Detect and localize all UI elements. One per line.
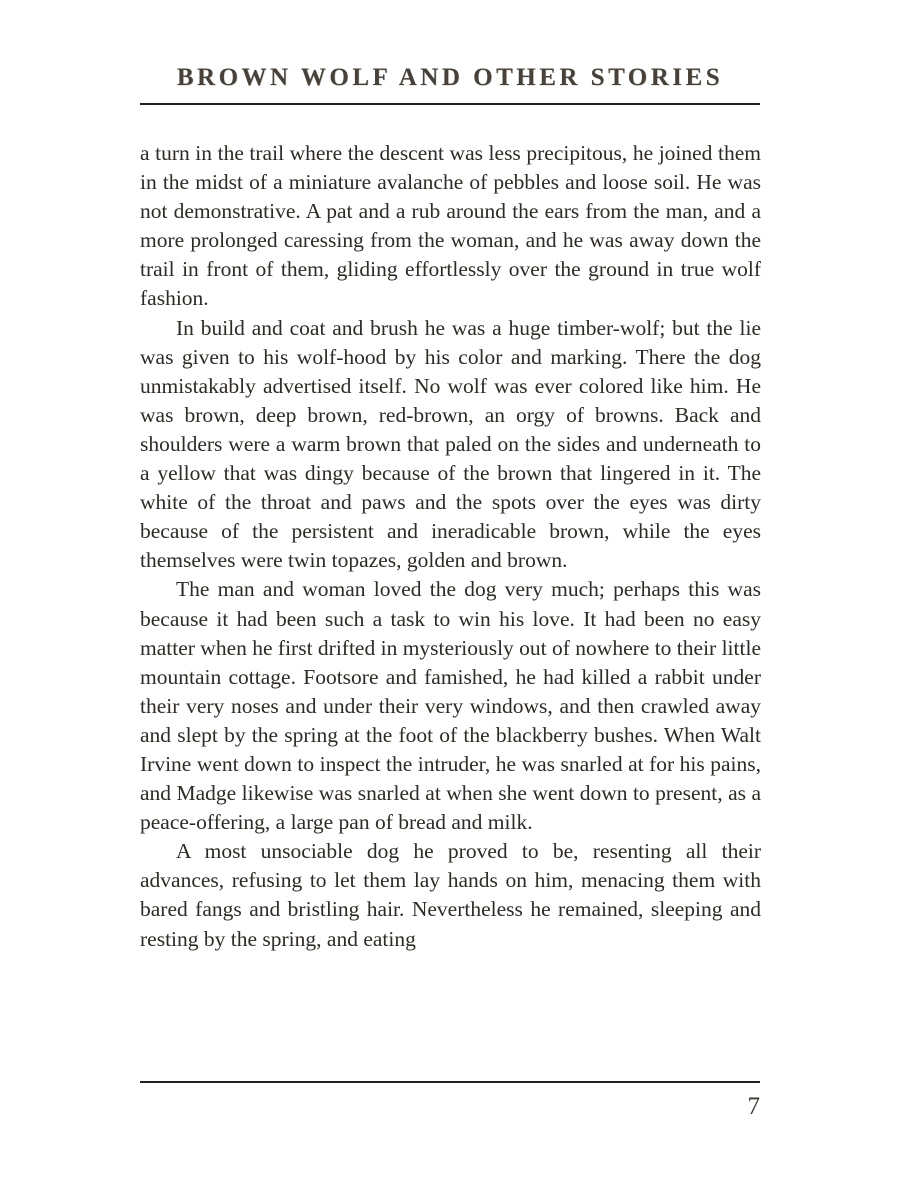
page-header [140, 64, 760, 105]
page-body [140, 139, 761, 954]
paragraph: a turn in the trail where the descent was less precipitous, he joined them in the midst of a miniature avalanche of pebbles and loose soil. He was not demonstrative. A pat and a rub around the ears from the man, and a more prolonged caressing from the woman, and he was away down the trail in front of them, gliding effortlessly over the ground in true wolf fashion. [140, 141, 761, 311]
paragraph: The man and woman loved the dog very much; perhaps this was because it had been such a task to win his love. It had been no easy matter when he first drifted in mysteriously out of nowhere to their little mountain cottage. Footsore and famished, he had killed a rabbit under their very noses and under their very windows, and then crawled away and slept by the spring at the foot of the blackberry bushes. When Walt Irvine went down to inspect the intruder, he was snarled at for his pains, and Madge likewise was snarled at when she went down to present, as a peace-offering, a large pan of bread and milk. [140, 577, 761, 835]
paragraph: In build and coat and brush he was a huge timber-wolf; but the lie was given to his wolf-hood by his color and marking. There the dog unmistakably advertised itself. No wolf was ever colored like him. He was brown, deep brown, red-brown, an orgy of browns. Back and shoulders were a warm brown that paled on the sides and underneath to a yellow that was dingy because of the brown that lingered in it. The white of the throat and paws and the spots over the eyes was dirty because of the persistent and ineradicable brown, while the eyes themselves were twin topazes, golden and brown. [140, 315, 761, 573]
running-title: BROWN WOLF AND OTHER STORIES [176, 64, 724, 91]
footer-rule [140, 1081, 760, 1083]
page-number: 7 [747, 1093, 760, 1120]
paragraph: A most unsociable dog he proved to be, resenting all their advances, refusing to let them lay hands on him, menacing them with bared fangs and bristling hair. Nevertheless he remained, sleeping and resting by the spring, and eating [140, 839, 761, 951]
page-footer [140, 1081, 760, 1121]
header-rule [140, 103, 760, 105]
